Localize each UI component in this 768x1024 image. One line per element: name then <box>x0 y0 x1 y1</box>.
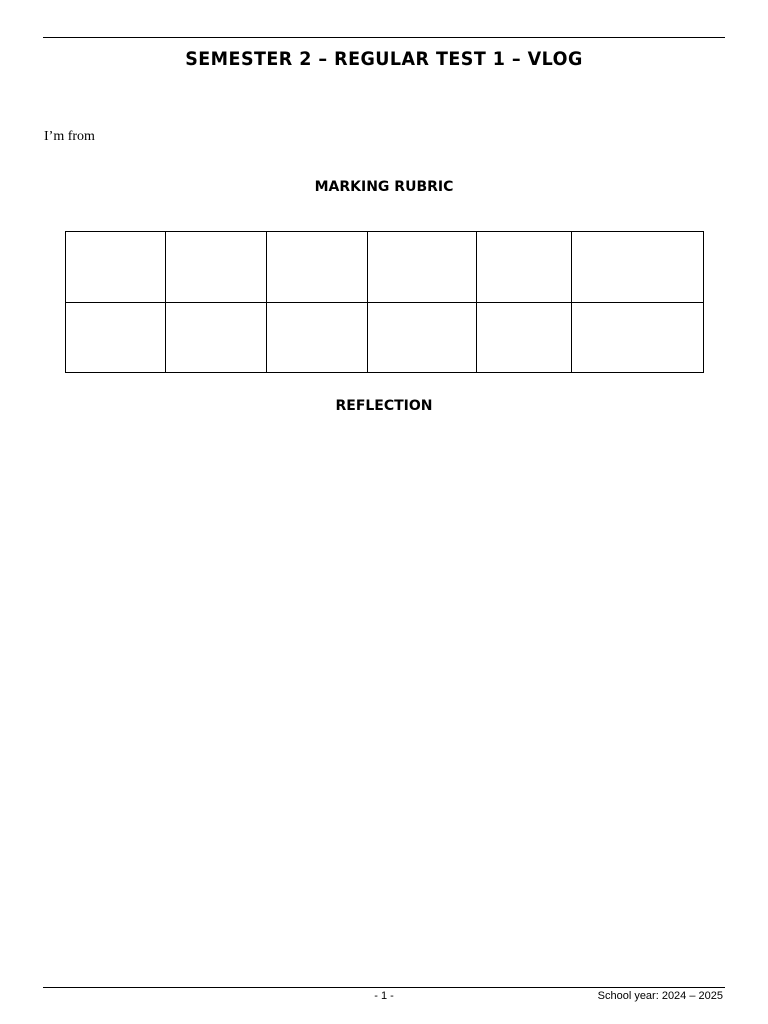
rubric-table <box>65 231 704 373</box>
header-rule <box>43 37 725 38</box>
school-year: School year: 2024 – 2025 <box>597 990 723 1002</box>
table-cell <box>166 232 267 303</box>
table-cell <box>477 232 572 303</box>
table-row <box>66 232 704 303</box>
table-cell <box>166 302 267 373</box>
table-row <box>66 302 704 373</box>
document-title: SEMESTER 2 – REGULAR TEST 1 – VLOG <box>185 48 583 70</box>
marking-rubric-heading: MARKING RUBRIC <box>314 179 454 195</box>
page-number: - 1 - <box>374 990 394 1002</box>
table-cell <box>572 232 704 303</box>
table-cell <box>267 302 368 373</box>
table-cell <box>572 302 704 373</box>
from-line: I’m from <box>44 129 95 144</box>
table-cell <box>368 302 477 373</box>
table-cell <box>368 232 477 303</box>
table-cell <box>477 302 572 373</box>
table-cell <box>66 302 166 373</box>
footer-rule <box>43 987 725 988</box>
reflection-heading: REFLECTION <box>335 398 433 414</box>
table-cell <box>66 232 166 303</box>
table-cell <box>267 232 368 303</box>
